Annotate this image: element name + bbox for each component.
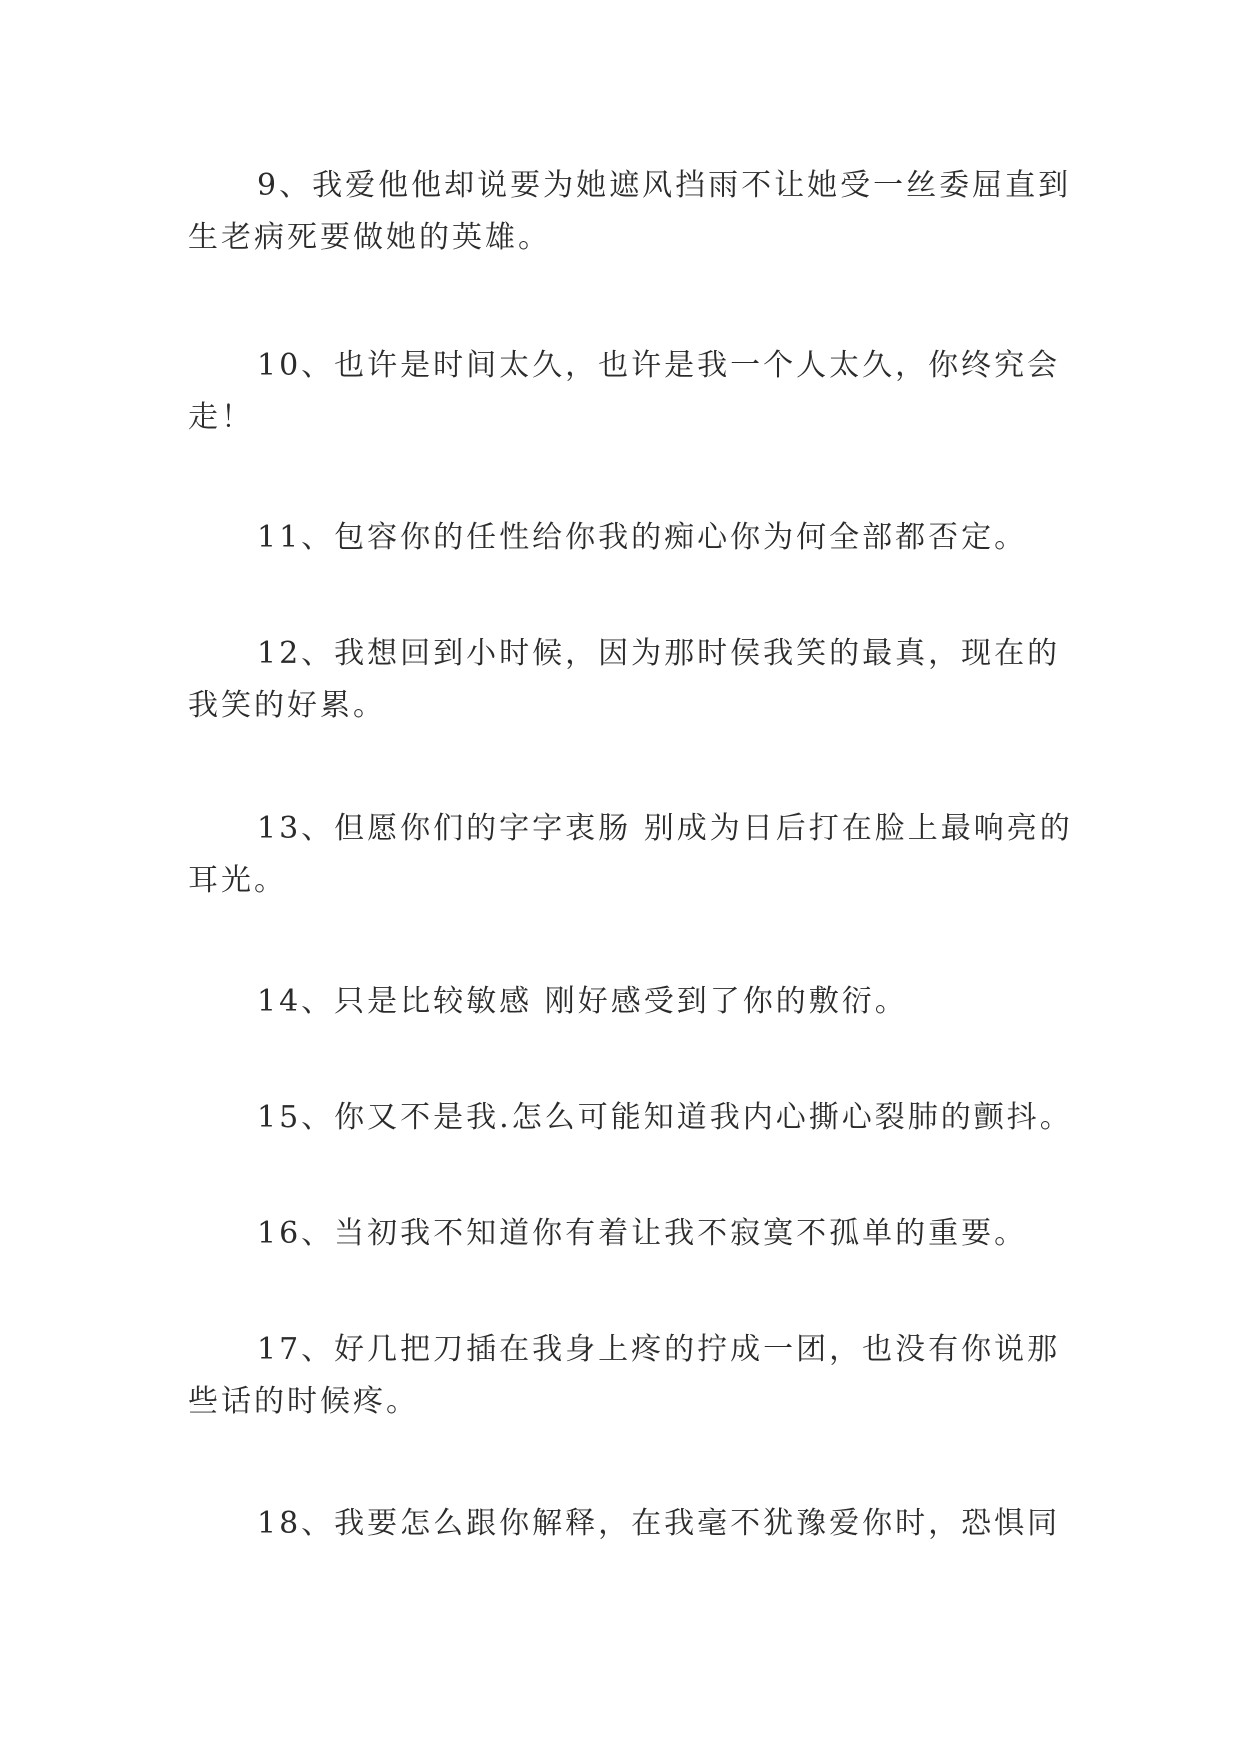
paragraph-18: 18、我要怎么跟你解释，在我毫不犹豫爱你时，恐惧同 bbox=[257, 1506, 1061, 1541]
paragraph-10: 10、也许是时间太久，也许是我一个人太久，你终究会走！ bbox=[188, 348, 1061, 435]
paragraph-16: 16、当初我不知道你有着让我不寂寞不孤单的重要。 bbox=[257, 1216, 1028, 1251]
paragraph-13: 13、但愿你们的字字衷肠 别成为日后打在脸上最响亮的耳光。 bbox=[188, 811, 1073, 898]
paragraph-15: 15、你又不是我.怎么可能知道我内心撕心裂肺的颤抖。 bbox=[257, 1100, 1073, 1135]
paragraph-9: 9、我爱他他却说要为她遮风挡雨不让她受一丝委屈直到生老病死要做她的英雄。 bbox=[188, 168, 1072, 255]
paragraph-12: 12、我想回到小时候，因为那时侯我笑的最真，现在的我笑的好累。 bbox=[188, 636, 1061, 723]
paragraph-11: 11、包容你的任性给你我的痴心你为何全部都否定。 bbox=[257, 520, 1028, 555]
paragraph-14: 14、只是比较敏感 刚好感受到了你的敷衍。 bbox=[257, 984, 908, 1019]
paragraph-17: 17、好几把刀插在我身上疼的拧成一团，也没有你说那些话的时候疼。 bbox=[188, 1332, 1061, 1419]
